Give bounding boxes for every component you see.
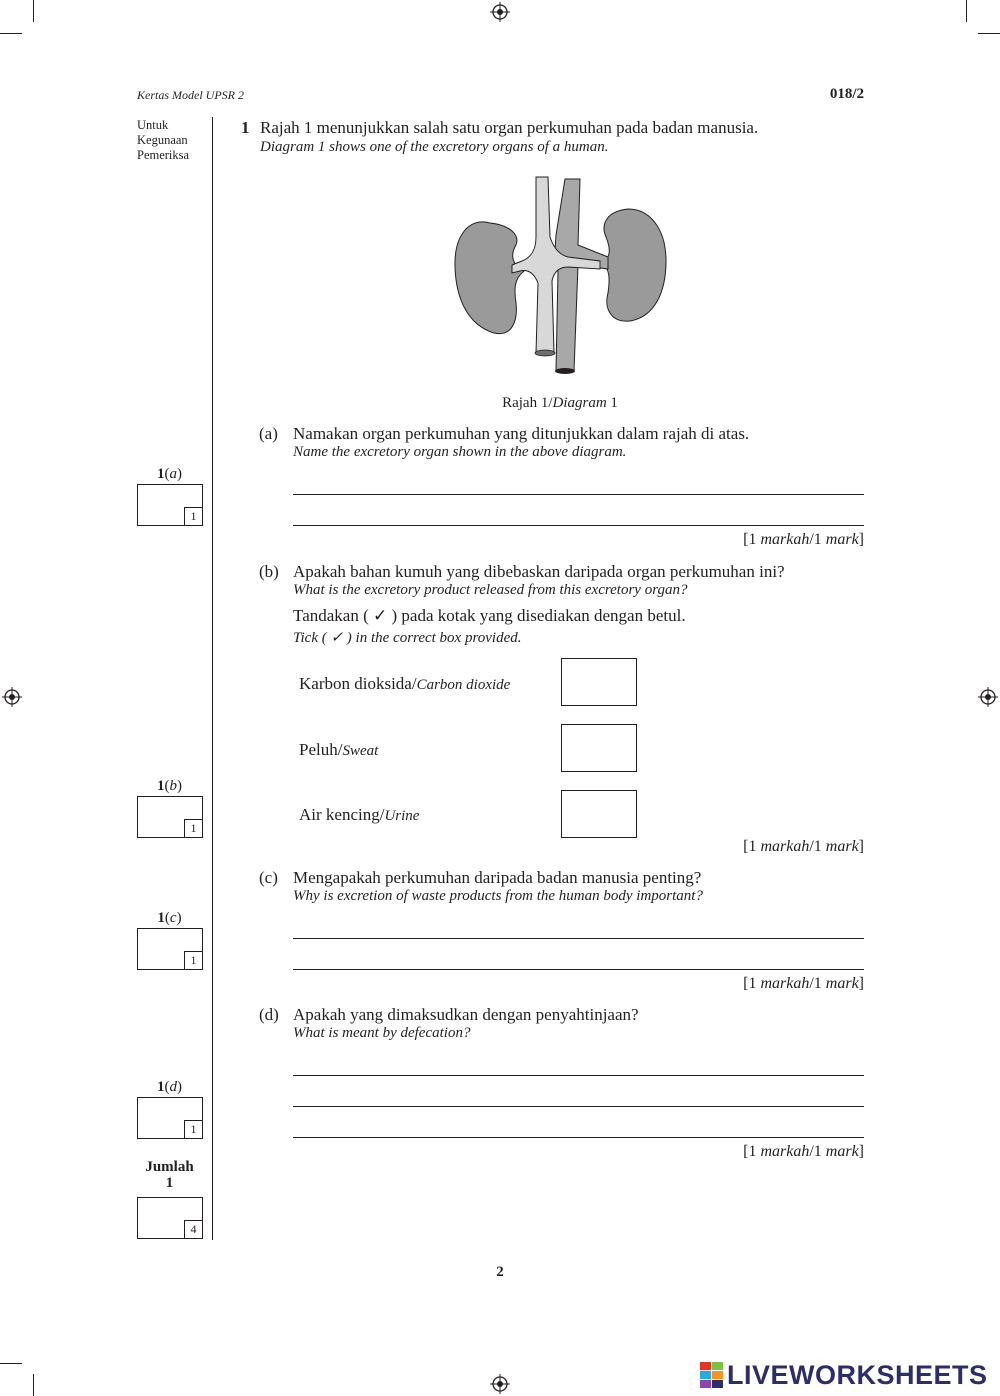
option-sweat: Peluh/Sweat: [299, 740, 379, 759]
score-label-1b: 1(b): [157, 778, 182, 794]
paper-title: Kertas Model UPSR 2: [137, 88, 244, 102]
crop-mark: [0, 33, 22, 34]
tick-instruction-english: Tick ( ✓ ) in the correct box provided.: [293, 630, 522, 646]
part-a-question-english: Name the excretory organ shown in the above diagram.: [293, 444, 627, 460]
total-label: Jumlah 1: [145, 1159, 194, 1191]
tick-box-urine[interactable]: [561, 790, 637, 838]
option-urine: Air kencing/Urine: [299, 805, 420, 824]
crop-mark: [966, 0, 967, 22]
marks-allocation: [1 markah/1 mark]: [743, 1143, 864, 1160]
margin-divider: [212, 117, 213, 1240]
tick-box-sweat[interactable]: [561, 724, 637, 772]
registration-mark-icon: [2, 687, 22, 707]
option-carbon-dioxide: Karbon dioksida/Carbon dioxide: [299, 674, 511, 693]
part-c-question: Mengapakah perkumuhan daripada badan manusia penting?: [293, 868, 702, 887]
max-mark: 4: [184, 1220, 203, 1239]
marks-allocation: [1 markah/1 mark]: [743, 531, 864, 548]
part-d-label: (d): [259, 1005, 279, 1024]
paper-code: 018/2: [829, 86, 864, 102]
part-d-question: Apakah yang dimaksudkan dengan penyahtinjaan?: [293, 1005, 639, 1024]
registration-mark-icon: [978, 687, 998, 707]
score-box-1c[interactable]: [137, 928, 203, 970]
kidney-left: [455, 222, 524, 334]
part-b-question-english: What is the excretory product released from this excretory organ?: [293, 582, 688, 598]
max-mark: 1: [184, 507, 203, 526]
part-d-question-english: What is meant by defecation?: [293, 1025, 471, 1041]
score-box-1d[interactable]: [137, 1097, 203, 1139]
brand-name: LIVEWORKSHEETS: [727, 1359, 988, 1390]
score-label-1d: 1(d): [157, 1079, 182, 1095]
part-a-question: Namakan organ perkumuhan yang ditunjukkan dalam rajah di atas.: [293, 424, 750, 443]
answer-line[interactable]: [293, 525, 864, 526]
answer-line[interactable]: [293, 1075, 864, 1076]
vein: [554, 179, 608, 371]
part-a-label: (a): [259, 424, 278, 443]
crop-mark: [978, 33, 1000, 34]
max-mark: 1: [184, 951, 203, 970]
max-mark: 1: [184, 1120, 203, 1139]
artery: [512, 177, 600, 353]
diagram-caption: Rajah 1/Diagram 1: [502, 395, 618, 411]
marks-allocation: [1 markah/1 mark]: [743, 975, 864, 992]
liveworksheets-icon: [700, 1362, 724, 1388]
registration-mark-icon: [490, 2, 510, 22]
part-b-label: (b): [259, 562, 279, 581]
part-b-question: Apakah bahan kumuh yang dibebaskan daripada organ perkumuhan ini?: [293, 562, 785, 581]
liveworksheets-logo: [700, 1360, 988, 1390]
score-box-1b[interactable]: [137, 796, 203, 838]
answer-line[interactable]: [293, 1106, 864, 1107]
question-stem-english: Diagram 1 shows one of the excretory organs of a human.: [260, 139, 609, 155]
score-box-1a[interactable]: [137, 484, 203, 526]
part-c-question-english: Why is excretion of waste products from the human body important?: [293, 888, 703, 904]
question-number: 1: [241, 118, 250, 137]
crop-mark: [33, 0, 34, 22]
page-number: 2: [496, 1264, 504, 1280]
tick-box-carbon-dioxide[interactable]: [561, 658, 637, 706]
examiner-column-label: Untuk Kegunaan Pemeriksa: [137, 118, 190, 162]
crop-mark: [0, 1363, 22, 1364]
answer-line[interactable]: [293, 1137, 864, 1138]
answer-line[interactable]: [293, 494, 864, 495]
registration-mark-icon: [490, 1374, 510, 1394]
kidney-right: [602, 209, 666, 321]
answer-line[interactable]: [293, 938, 864, 939]
part-c-label: (c): [259, 868, 278, 887]
question-stem: Rajah 1 menunjukkan salah satu organ perkumuhan pada badan manusia.: [260, 118, 759, 137]
score-box-total[interactable]: [137, 1197, 203, 1239]
kidney-diagram: [450, 175, 672, 380]
max-mark: 1: [184, 819, 203, 838]
score-label-1a: 1(a): [157, 466, 182, 482]
score-label-1c: 1(c): [157, 910, 182, 926]
marks-allocation: [1 markah/1 mark]: [743, 838, 864, 855]
answer-line[interactable]: [293, 969, 864, 970]
tick-instruction: Tandakan ( ✓ ) pada kotak yang disediakan dengan betul.: [293, 606, 686, 625]
crop-mark: [33, 1374, 34, 1396]
